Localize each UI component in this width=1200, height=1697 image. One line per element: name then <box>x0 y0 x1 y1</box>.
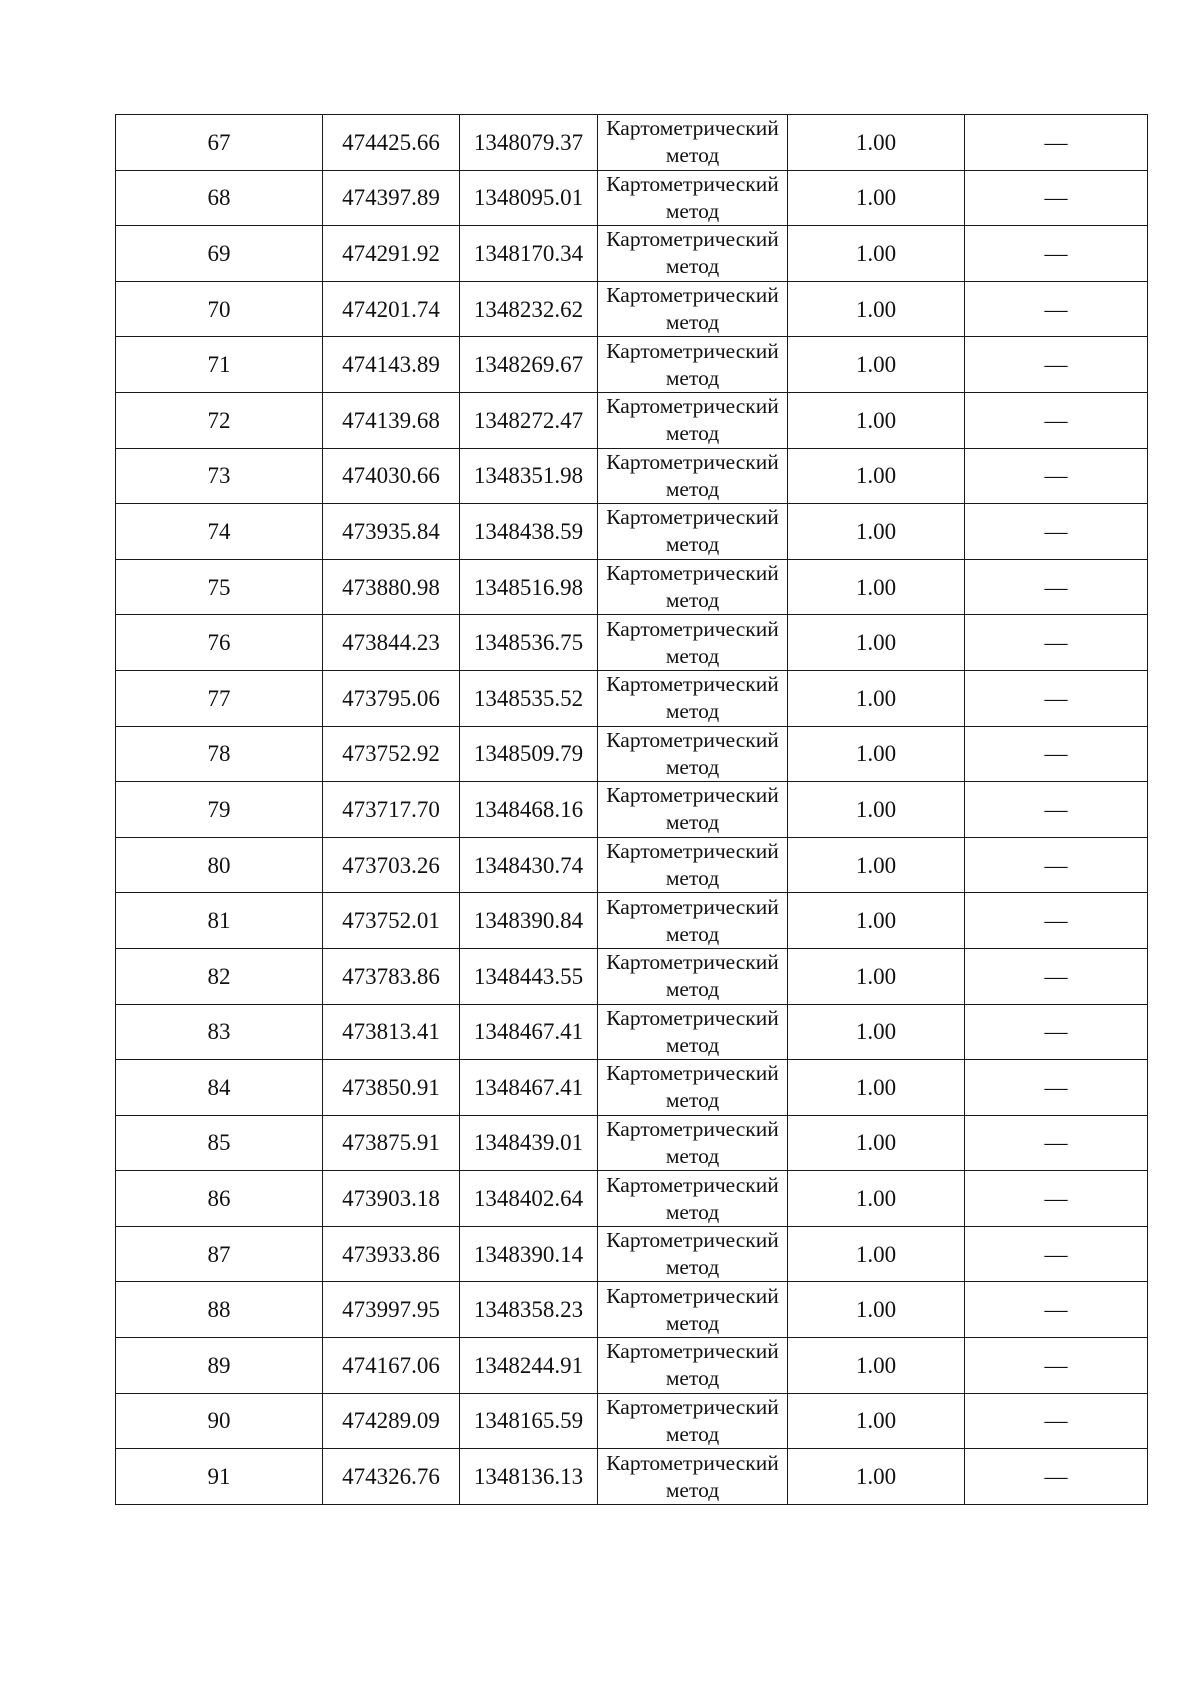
accuracy-cell: 1.00 <box>788 115 965 171</box>
method-cell: Картометрический метод <box>598 1115 788 1171</box>
point-number-cell: 77 <box>116 670 323 726</box>
point-number-cell: 70 <box>116 281 323 337</box>
y-coordinate-cell: 1348509.79 <box>460 726 598 782</box>
x-coordinate-cell: 473875.91 <box>323 1115 460 1171</box>
accuracy-cell: 1.00 <box>788 281 965 337</box>
x-coordinate-cell: 474030.66 <box>323 448 460 504</box>
table-row <box>116 504 1148 560</box>
note-cell: — <box>965 615 1148 671</box>
note-cell: — <box>965 1282 1148 1338</box>
x-coordinate-cell: 473933.86 <box>323 1226 460 1282</box>
accuracy-cell: 1.00 <box>788 1171 965 1227</box>
method-cell: Картометрический метод <box>598 615 788 671</box>
method-cell: Картометрический метод <box>598 392 788 448</box>
note-cell: — <box>965 948 1148 1004</box>
x-coordinate-cell: 474201.74 <box>323 281 460 337</box>
point-number-cell: 90 <box>116 1393 323 1449</box>
table-row <box>116 337 1148 393</box>
accuracy-cell: 1.00 <box>788 1449 965 1505</box>
y-coordinate-cell: 1348269.67 <box>460 337 598 393</box>
accuracy-cell: 1.00 <box>788 504 965 560</box>
method-cell: Картометрический метод <box>598 115 788 171</box>
table-row <box>116 893 1148 949</box>
x-coordinate-cell: 473850.91 <box>323 1060 460 1116</box>
table-row <box>116 1393 1148 1449</box>
table-row <box>116 1115 1148 1171</box>
accuracy-cell: 1.00 <box>788 448 965 504</box>
y-coordinate-cell: 1348136.13 <box>460 1449 598 1505</box>
y-coordinate-cell: 1348358.23 <box>460 1282 598 1338</box>
x-coordinate-cell: 473997.95 <box>323 1282 460 1338</box>
note-cell: — <box>965 837 1148 893</box>
point-number-cell: 84 <box>116 1060 323 1116</box>
note-cell: — <box>965 170 1148 226</box>
x-coordinate-cell: 473813.41 <box>323 1004 460 1060</box>
accuracy-cell: 1.00 <box>788 337 965 393</box>
point-number-cell: 80 <box>116 837 323 893</box>
method-cell: Картометрический метод <box>598 170 788 226</box>
accuracy-cell: 1.00 <box>788 1282 965 1338</box>
y-coordinate-cell: 1348516.98 <box>460 559 598 615</box>
point-number-cell: 75 <box>116 559 323 615</box>
point-number-cell: 81 <box>116 893 323 949</box>
y-coordinate-cell: 1348535.52 <box>460 670 598 726</box>
y-coordinate-cell: 1348443.55 <box>460 948 598 1004</box>
table-row <box>116 837 1148 893</box>
accuracy-cell: 1.00 <box>788 226 965 282</box>
table-row <box>116 782 1148 838</box>
x-coordinate-cell: 474139.68 <box>323 392 460 448</box>
note-cell: — <box>965 1449 1148 1505</box>
point-number-cell: 73 <box>116 448 323 504</box>
x-coordinate-cell: 473844.23 <box>323 615 460 671</box>
note-cell: — <box>965 726 1148 782</box>
note-cell: — <box>965 281 1148 337</box>
method-cell: Картометрический метод <box>598 1004 788 1060</box>
table-row <box>116 615 1148 671</box>
method-cell: Картометрический метод <box>598 448 788 504</box>
accuracy-cell: 1.00 <box>788 1338 965 1394</box>
method-cell: Картометрический метод <box>598 1171 788 1227</box>
note-cell: — <box>965 226 1148 282</box>
table-body <box>116 115 1148 1505</box>
method-cell: Картометрический метод <box>598 837 788 893</box>
x-coordinate-cell: 473717.70 <box>323 782 460 838</box>
table-row <box>116 670 1148 726</box>
method-cell: Картометрический метод <box>598 337 788 393</box>
note-cell: — <box>965 1060 1148 1116</box>
method-cell: Картометрический метод <box>598 726 788 782</box>
method-cell: Картометрический метод <box>598 670 788 726</box>
x-coordinate-cell: 474143.89 <box>323 337 460 393</box>
accuracy-cell: 1.00 <box>788 893 965 949</box>
point-number-cell: 67 <box>116 115 323 171</box>
coordinates-table <box>115 114 1148 1505</box>
note-cell: — <box>965 504 1148 560</box>
x-coordinate-cell: 473703.26 <box>323 837 460 893</box>
y-coordinate-cell: 1348165.59 <box>460 1393 598 1449</box>
x-coordinate-cell: 473752.01 <box>323 893 460 949</box>
y-coordinate-cell: 1348272.47 <box>460 392 598 448</box>
table-row <box>116 1004 1148 1060</box>
point-number-cell: 72 <box>116 392 323 448</box>
point-number-cell: 82 <box>116 948 323 1004</box>
note-cell: — <box>965 1338 1148 1394</box>
note-cell: — <box>965 670 1148 726</box>
x-coordinate-cell: 474291.92 <box>323 226 460 282</box>
table-row <box>116 1282 1148 1338</box>
accuracy-cell: 1.00 <box>788 948 965 1004</box>
note-cell: — <box>965 448 1148 504</box>
accuracy-cell: 1.00 <box>788 1060 965 1116</box>
note-cell: — <box>965 337 1148 393</box>
x-coordinate-cell: 473783.86 <box>323 948 460 1004</box>
method-cell: Картометрический метод <box>598 281 788 337</box>
point-number-cell: 83 <box>116 1004 323 1060</box>
x-coordinate-cell: 474167.06 <box>323 1338 460 1394</box>
x-coordinate-cell: 473903.18 <box>323 1171 460 1227</box>
note-cell: — <box>965 1226 1148 1282</box>
note-cell: — <box>965 1171 1148 1227</box>
accuracy-cell: 1.00 <box>788 559 965 615</box>
table-row <box>116 170 1148 226</box>
y-coordinate-cell: 1348244.91 <box>460 1338 598 1394</box>
x-coordinate-cell: 474289.09 <box>323 1393 460 1449</box>
method-cell: Картометрический метод <box>598 226 788 282</box>
table-row <box>116 559 1148 615</box>
point-number-cell: 74 <box>116 504 323 560</box>
method-cell: Картометрический метод <box>598 1060 788 1116</box>
accuracy-cell: 1.00 <box>788 170 965 226</box>
accuracy-cell: 1.00 <box>788 392 965 448</box>
point-number-cell: 89 <box>116 1338 323 1394</box>
table-row <box>116 726 1148 782</box>
point-number-cell: 71 <box>116 337 323 393</box>
y-coordinate-cell: 1348467.41 <box>460 1004 598 1060</box>
accuracy-cell: 1.00 <box>788 670 965 726</box>
y-coordinate-cell: 1348468.16 <box>460 782 598 838</box>
y-coordinate-cell: 1348170.34 <box>460 226 598 282</box>
x-coordinate-cell: 474397.89 <box>323 170 460 226</box>
y-coordinate-cell: 1348095.01 <box>460 170 598 226</box>
accuracy-cell: 1.00 <box>788 1226 965 1282</box>
point-number-cell: 78 <box>116 726 323 782</box>
y-coordinate-cell: 1348467.41 <box>460 1060 598 1116</box>
method-cell: Картометрический метод <box>598 782 788 838</box>
accuracy-cell: 1.00 <box>788 1004 965 1060</box>
x-coordinate-cell: 473752.92 <box>323 726 460 782</box>
method-cell: Картометрический метод <box>598 559 788 615</box>
x-coordinate-cell: 473795.06 <box>323 670 460 726</box>
y-coordinate-cell: 1348536.75 <box>460 615 598 671</box>
method-cell: Картометрический метод <box>598 948 788 1004</box>
table-row <box>116 1226 1148 1282</box>
y-coordinate-cell: 1348439.01 <box>460 1115 598 1171</box>
note-cell: — <box>965 1115 1148 1171</box>
table-row <box>116 392 1148 448</box>
y-coordinate-cell: 1348079.37 <box>460 115 598 171</box>
table-row <box>116 115 1148 171</box>
y-coordinate-cell: 1348402.64 <box>460 1171 598 1227</box>
method-cell: Картометрический метод <box>598 1393 788 1449</box>
y-coordinate-cell: 1348438.59 <box>460 504 598 560</box>
note-cell: — <box>965 1393 1148 1449</box>
point-number-cell: 87 <box>116 1226 323 1282</box>
point-number-cell: 79 <box>116 782 323 838</box>
method-cell: Картометрический метод <box>598 1449 788 1505</box>
table-row <box>116 1449 1148 1505</box>
x-coordinate-cell: 473935.84 <box>323 504 460 560</box>
note-cell: — <box>965 893 1148 949</box>
note-cell: — <box>965 782 1148 838</box>
accuracy-cell: 1.00 <box>788 615 965 671</box>
accuracy-cell: 1.00 <box>788 1115 965 1171</box>
point-number-cell: 76 <box>116 615 323 671</box>
y-coordinate-cell: 1348232.62 <box>460 281 598 337</box>
table-row <box>116 281 1148 337</box>
method-cell: Картометрический метод <box>598 504 788 560</box>
note-cell: — <box>965 115 1148 171</box>
table-row <box>116 226 1148 282</box>
table-row <box>116 1060 1148 1116</box>
point-number-cell: 91 <box>116 1449 323 1505</box>
point-number-cell: 86 <box>116 1171 323 1227</box>
method-cell: Картометрический метод <box>598 1338 788 1394</box>
point-number-cell: 85 <box>116 1115 323 1171</box>
x-coordinate-cell: 474425.66 <box>323 115 460 171</box>
x-coordinate-cell: 474326.76 <box>323 1449 460 1505</box>
table-row <box>116 948 1148 1004</box>
note-cell: — <box>965 559 1148 615</box>
y-coordinate-cell: 1348351.98 <box>460 448 598 504</box>
table-row <box>116 1338 1148 1394</box>
method-cell: Картометрический метод <box>598 1226 788 1282</box>
accuracy-cell: 1.00 <box>788 782 965 838</box>
note-cell: — <box>965 1004 1148 1060</box>
point-number-cell: 69 <box>116 226 323 282</box>
accuracy-cell: 1.00 <box>788 1393 965 1449</box>
method-cell: Картометрический метод <box>598 893 788 949</box>
accuracy-cell: 1.00 <box>788 837 965 893</box>
y-coordinate-cell: 1348390.14 <box>460 1226 598 1282</box>
x-coordinate-cell: 473880.98 <box>323 559 460 615</box>
point-number-cell: 88 <box>116 1282 323 1338</box>
y-coordinate-cell: 1348430.74 <box>460 837 598 893</box>
table-row <box>116 448 1148 504</box>
note-cell: — <box>965 392 1148 448</box>
table-row <box>116 1171 1148 1227</box>
accuracy-cell: 1.00 <box>788 726 965 782</box>
method-cell: Картометрический метод <box>598 1282 788 1338</box>
point-number-cell: 68 <box>116 170 323 226</box>
y-coordinate-cell: 1348390.84 <box>460 893 598 949</box>
